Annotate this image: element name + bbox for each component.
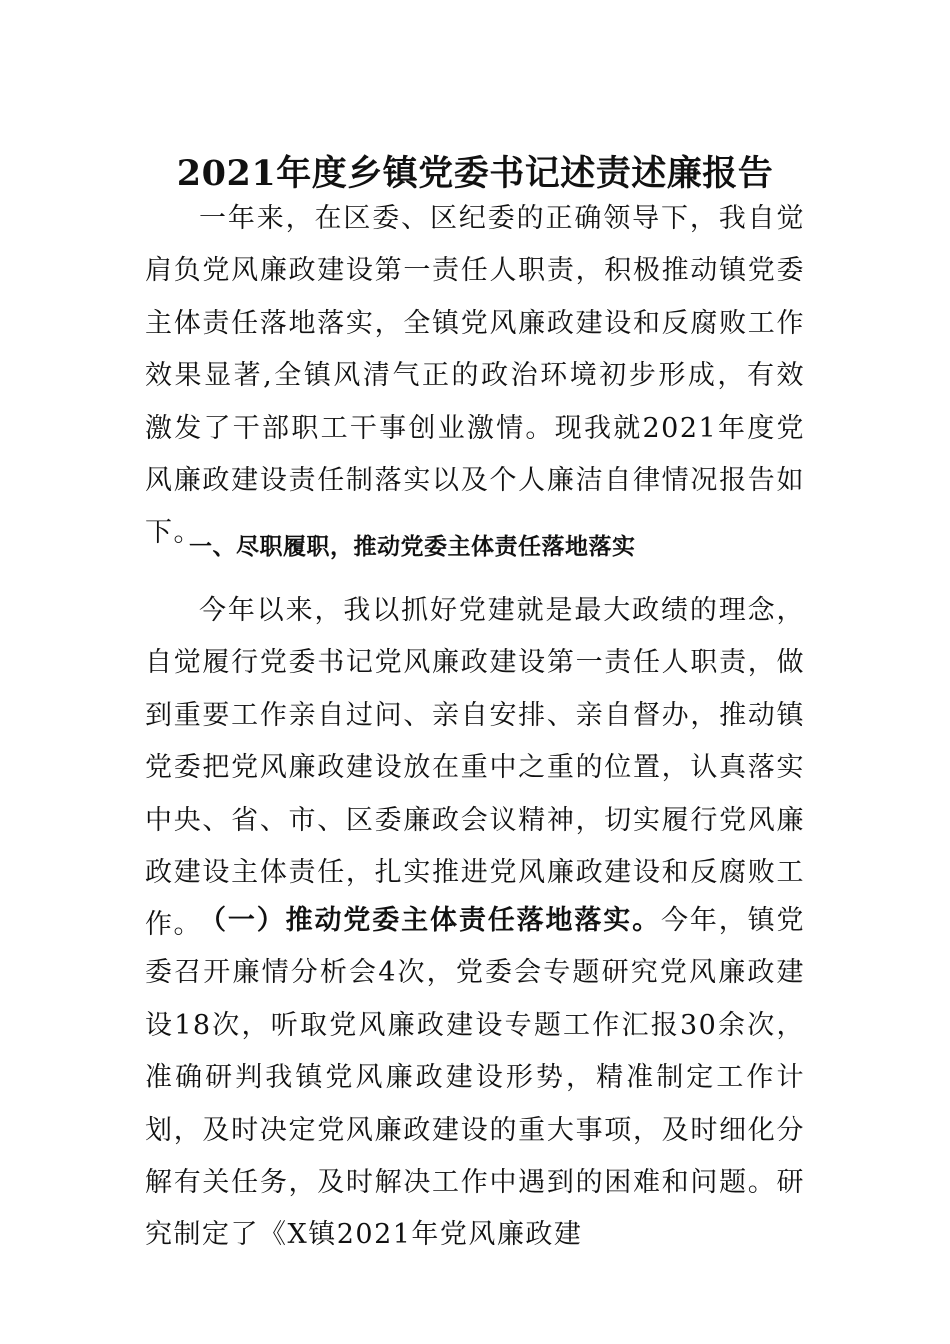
section-1-paragraph: 今年以来，我以抓好党建就是最大政绩的理念，自觉履行党委书记党风廉政建设第一责任人职责，做到重要工作亲自过问、亲自安排、亲自督办，推动镇党委把党风廉政建设放在重中之重的位置，认真落实中央、省、市、区委廉政会议精神，切实履行党风廉政建设主体责任，扎实推进党风廉政建设和反腐败工作。: [145, 595, 805, 941]
document-title: 2021年度乡镇党委书记述责述廉报告: [176, 153, 774, 194]
subsection-1-lead: （一）推动党委主体责任落地落实。: [199, 905, 661, 936]
section-1-heading: 一、尽职履职，推动党委主体责任落地落实: [189, 534, 636, 560]
intro-paragraph: 一年来，在区委、区纪委的正确领导下，我自觉肩负党风廉政建设第一责任人职责，积极推动镇党委主体责任落地落实，全镇党风廉政建设和反腐败工作效果显著,全镇风清气正的政治环境初步形成，有效激发了干部职工干事创业激情。现我就2021年度党风廉政建设责任制落实以及个人廉洁自律情况报告如下。: [145, 203, 805, 549]
subsection-1-text: 今年，镇党委召开廉情分析会4次，党委会专题研究党风廉政建设18次，听取党风廉政建设专题工作汇报30余次，准确研判我镇党风廉政建设形势，精准制定工作计划，及时决定党风廉政建设的重大事项，及时细化分解有关任务，及时解决工作中遇到的困难和问题。研究制定了《X镇2021年党风廉政建: [145, 905, 805, 1251]
subsection-1-paragraph: [145, 895, 805, 1262]
